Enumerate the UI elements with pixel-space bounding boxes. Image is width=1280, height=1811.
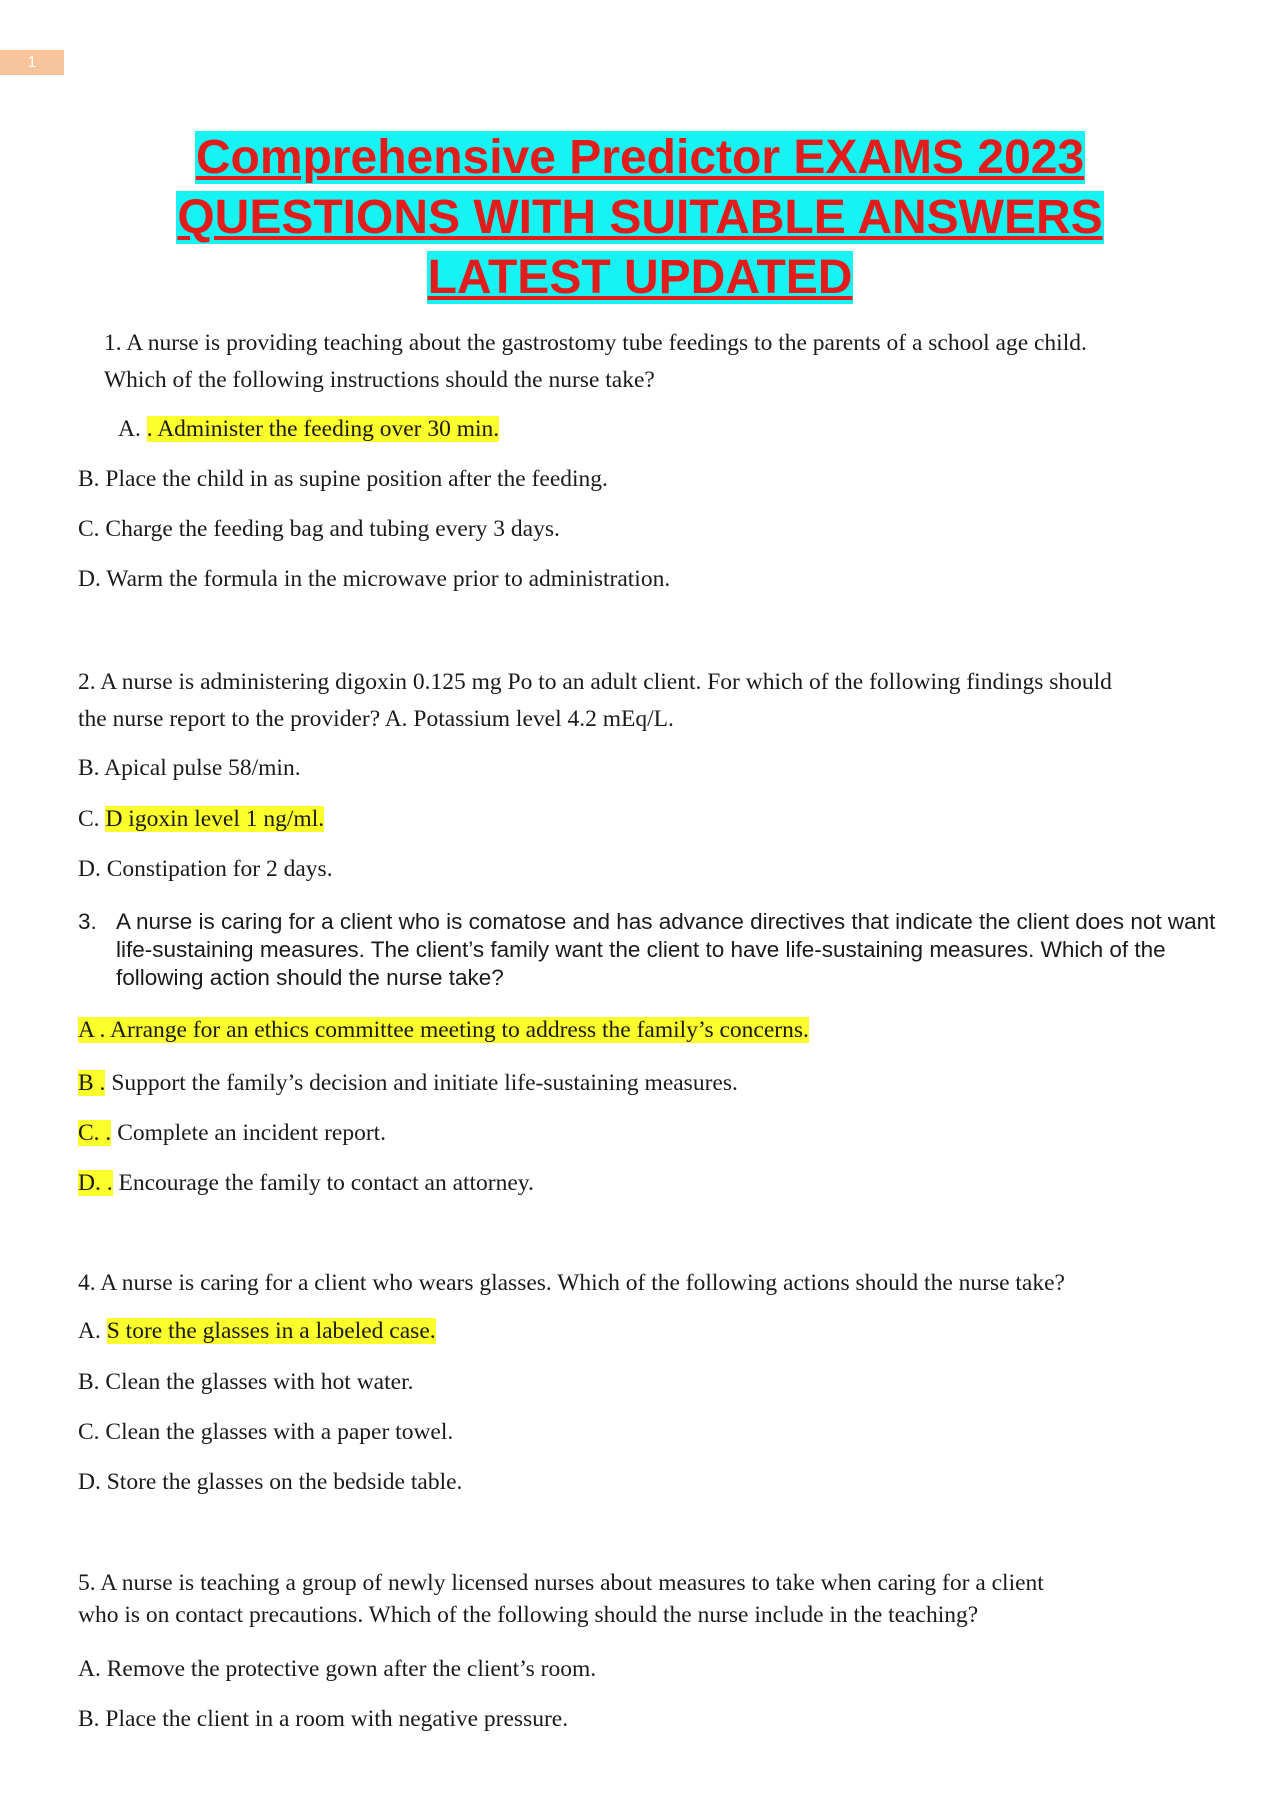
highlighted-answer: D igoxin level 1 ng/ml. <box>105 806 325 832</box>
question-1-text-line-1: 1. A nurse is providing teaching about the gastrostomy tube feedings to the parents of a school age child. <box>104 330 1087 356</box>
question-3-text: A nurse is caring for a client who is comatose and has advance directives that indicate the client does not want life-sustaining measures. The client’s family want the client to have life-sustaining measures. Which of the following action should the nurse take? <box>116 909 1216 990</box>
question-5-text-line-2: who is on contact precautions. Which of the following should the nurse include in the teaching? <box>78 1602 979 1628</box>
question-4-option-a <box>78 1316 436 1346</box>
question-2-option-b: B. Apical pulse 58/min. <box>78 755 301 781</box>
highlighted-answer: S tore the glasses in a labeled case. <box>106 1318 436 1344</box>
question-2-text-line-2: the nurse report to the provider? A. Potassium level 4.2 mEq/L. <box>78 706 674 732</box>
option-label: C. <box>78 806 106 832</box>
question-5-option-b: B. Place the client in a room with negative pressure. <box>78 1706 569 1732</box>
question-1-option-a <box>118 414 499 444</box>
question-2-option-c <box>78 804 324 834</box>
question-3-option-c <box>78 1118 386 1148</box>
question-1-option-c: C. Charge the feeding bag and tubing every 3 days. <box>78 516 560 542</box>
option-label: A. <box>78 1318 107 1344</box>
title-line-2: QUESTIONS WITH SUITABLE ANSWERS <box>177 191 1103 244</box>
question-3-option-a <box>78 1015 809 1045</box>
question-1-option-b: B. Place the child in as supine position after the feeding. <box>78 466 608 492</box>
question-2-option-d: D. Constipation for 2 days. <box>78 856 333 882</box>
question-1-text-line-2: Which of the following instructions should the nurse take? <box>104 367 655 393</box>
option-text: Encourage the family to contact an attorney. <box>112 1170 534 1196</box>
question-4-text: 4. A nurse is caring for a client who wears glasses. Which of the following actions should the nurse take? <box>78 1270 1065 1296</box>
option-label: A. <box>118 416 147 442</box>
question-4-option-c: C. Clean the glasses with a paper towel. <box>78 1419 454 1445</box>
question-1-option-d: D. Warm the formula in the microwave prior to administration. <box>78 566 671 592</box>
highlighted-answer: A . Arrange for an ethics committee meeting to address the family’s concerns. <box>78 1017 809 1043</box>
option-text: Complete an incident report. <box>111 1120 387 1146</box>
question-4-option-b: B. Clean the glasses with hot water. <box>78 1369 414 1395</box>
question-3-option-b <box>78 1068 738 1098</box>
highlighted-label: D. . <box>78 1170 113 1196</box>
question-3-number: 3. <box>78 909 97 934</box>
question-5-option-a: A. Remove the protective gown after the client’s room. <box>78 1656 597 1682</box>
document-title <box>0 128 1280 308</box>
option-text: Support the family’s decision and initiate life-sustaining measures. <box>105 1070 738 1096</box>
page-number-tag: 1 <box>0 50 64 75</box>
title-line-1: Comprehensive Predictor EXAMS 2023 <box>195 131 1085 184</box>
question-5-text-line-1: 5. A nurse is teaching a group of newly licensed nurses about measures to take when caring for a client <box>78 1570 1044 1596</box>
highlighted-label: B . <box>78 1070 106 1096</box>
title-line-3: LATEST UPDATED <box>427 251 853 304</box>
question-2-text-line-1: 2. A nurse is administering digoxin 0.125 mg Po to an adult client. For which of the following findings should <box>78 669 1112 695</box>
question-4-option-d: D. Store the glasses on the bedside table. <box>78 1469 463 1495</box>
highlighted-answer: . Administer the feeding over 30 min. <box>146 416 500 442</box>
question-3-option-d <box>78 1168 534 1198</box>
highlighted-label: C. . <box>78 1120 112 1146</box>
